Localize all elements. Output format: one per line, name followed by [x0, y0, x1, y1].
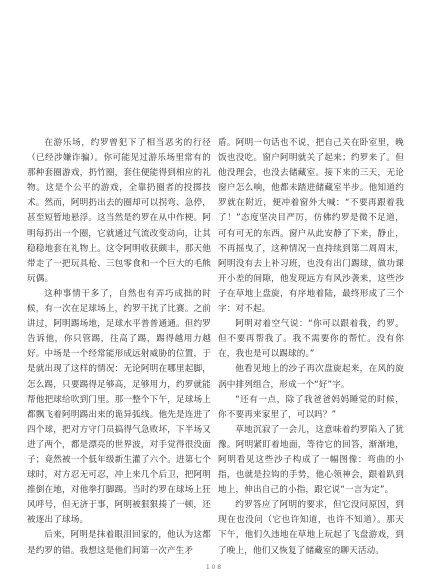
page-number: 1 0 8 — [205, 564, 222, 571]
paragraph: 阿明对着空气说：“你可以跟着我，约罗。但不要再帮我了。我不需要你的帮忙。没有你在，我也是可以踢球的。” — [218, 319, 404, 360]
paragraph: 这种事情干多了，自然也有弄巧成拙的时候，有一次在足球场上，约罗干扰了比赛。之前讲过，阿明踢场地，足球水平普普通通。但约罗告诉他，你只管踢，往高了踢，踢得越用力越好。中场是一个经常能形成远射威胁的位置，于是就出现了这样的情况：无论阿明在哪里起脚，怎么踢，只要踢得足够高，足够用力，约罗就能帮他把球给吹到门里。那一整个下午，足球场上都飘飞着阿明踢出来的诡异弧线。他先是连进了四个球，把对方守门员搞得气急败坏，下半场又进了两个，都是漂亮的世界波，对手觉得很没面子；竟然被一个低年级新生灌了六个。进第七个球时，对方忍无可忍，冲上来几个后卫，把阿明推倒在地，对他拳打脚踢。当时约罗在球场上狂风呼号，但无济于事，阿明被狠狠揍了一顿，还被逐出了球场。 — [27, 288, 211, 526]
paragraph: 后来，阿明是抹着眼泪回家的，他认为这都是约罗的错。我想这是他们间第一次产生矛 — [27, 530, 211, 556]
paragraph: 盾。阿明一句话也不说，把自己关在卧室里，晚饭也没吃。窗户阿明就关了起来；约罗来了。但他没理会，也没去储藏室。接下来的三天，无论窗户怎么响，他都未踏进储藏室半步。他知道约罗就在附近，便冲着窗外大喊：“不要再跟着我了！”态度坚决目严厉，仿佛约罗是微不足道，可有可无的东西。窗户从此安静了下来，静止，不再摇曳了，这种情况一直持续到第二周周末，阿明没有去上补习班，也没有出门踢球，做功课开小差的间隙，他发现远方有风沙袭来，这些沙子在草地上盘旋，有序地着陆，最终形成了三个字：对不起。 — [218, 138, 404, 315]
paragraph: 草地沉寂了一会儿，这意味着约罗陷入了犹豫。阿明紧盯着地面，等待它的回答，渐渐地，阿明看见这些沙子构成了一幅图像：弯曲的小指，也就是拉钩的手势，他心领神会，跟着趴到地上，伸出自己的小指，跟它说“一言为定”。 — [218, 424, 404, 496]
paragraph: “还有一点，除了我爸爸妈妈睡觉的时候，你不要再来家里了，可以吗？” — [218, 394, 404, 420]
paragraph: 在游乐场，约罗曾犯下了相当恶劣的行径（已经涉嫌诈骗）。你可能见过游乐场里常有的那种套圈游戏，扔竹圈，套住便能得到相应的礼物。这是个公平的游戏，全靠扔圈者的投掷技术。然而，阿明扔出去的圈却可以拐弯、急停，甚至短暂地悬浮。这当然是约罗在从中作梗。阿明每扔出一个圈，它就通过气流改变动向，让其稳稳地套在礼物上。这令阿明收获颇丰，那天他带走了一把玩具枪、三包零食和一个巨大的毛熊玩偶。 — [27, 138, 211, 284]
paragraph: 他看见地上的沙子再次盘旋起来，在风的旋涡中排列组合，形成一个“好”字。 — [218, 364, 404, 390]
right-text-column — [218, 136, 404, 559]
paragraph: 约罗答应了阿明的要求，但它没问原因，到现在也没问（它也许知道，也许不知道）。那天下午，他们久违地在草地上玩起了飞盘游戏，到了晚上，他们又恢复了储藏室的聊天活动。 — [218, 500, 404, 556]
left-text-column — [27, 136, 211, 559]
